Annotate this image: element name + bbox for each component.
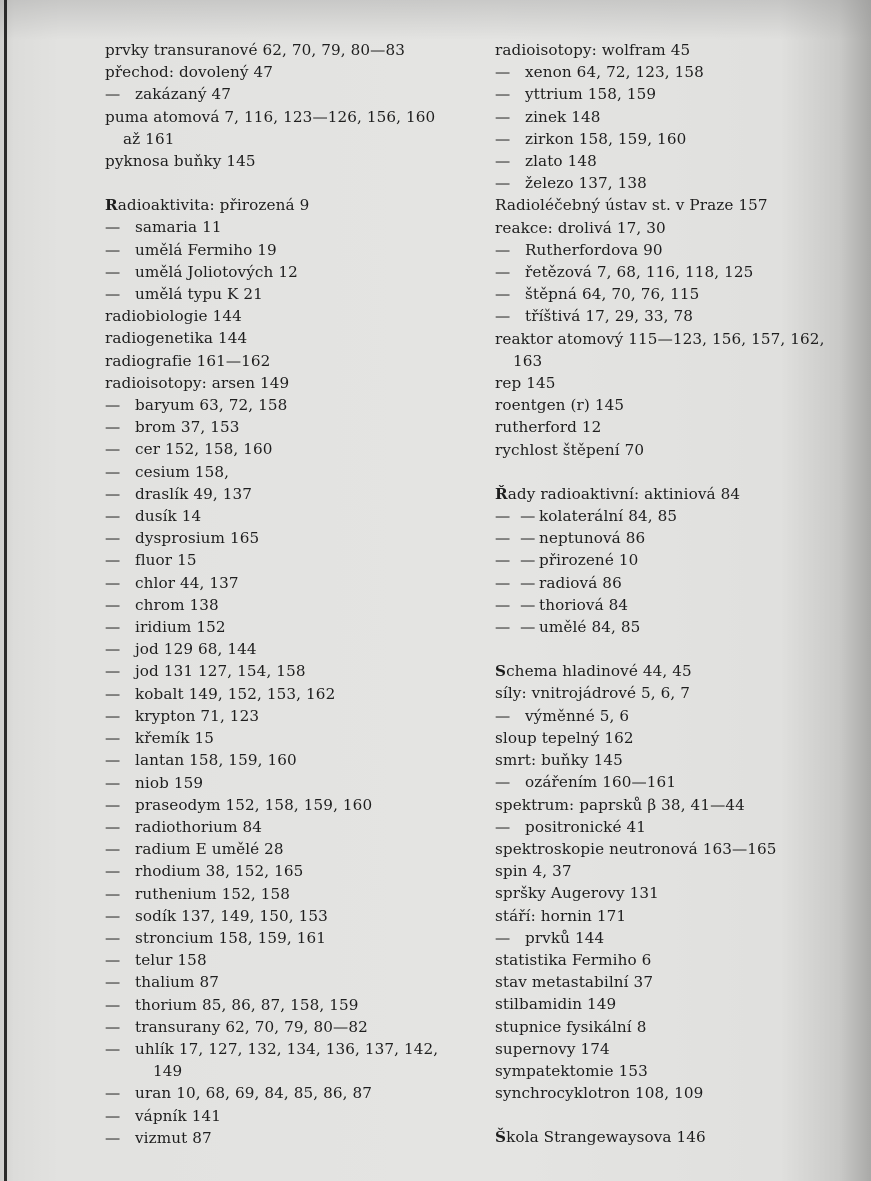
index-subentry [105, 505, 495, 527]
entry-text: roentgen (r) 145 [495, 396, 625, 415]
entry-text: krypton 71, 123 [135, 706, 260, 725]
index-subentry [495, 106, 865, 128]
entry-text: telur 158 [135, 951, 207, 970]
entry-text: xenon 64, 72, 123, 158 [525, 63, 704, 82]
index-subentry [105, 461, 495, 483]
index-subentry [105, 594, 495, 616]
index-entry [495, 328, 865, 350]
index-subentry [105, 1105, 495, 1127]
index-entry-continuation [105, 1060, 495, 1082]
ditto-dash: — [105, 817, 121, 836]
ditto-dash: — [105, 795, 121, 814]
entry-text: rhodium 38, 152, 165 [135, 862, 304, 881]
entry-text: dysprosium 165 [135, 529, 260, 548]
double-ditto-dash: — — [495, 618, 536, 637]
index-entry [495, 727, 865, 749]
entry-text: ozářením 160—161 [525, 773, 677, 792]
ditto-dash: — [495, 240, 511, 259]
entry-text: positronické 41 [525, 817, 647, 836]
entry-text: thorium 85, 86, 87, 158, 159 [135, 995, 359, 1014]
ditto-dash: — [105, 684, 121, 703]
index-entry [495, 838, 865, 860]
entry-text: vizmut 87 [135, 1128, 212, 1147]
entry-text: štěpná 64, 70, 76, 115 [525, 285, 700, 304]
entry-text: křemík 15 [135, 729, 214, 748]
entry-text: radiothorium 84 [135, 817, 263, 836]
entry-text: cesium 158, [135, 462, 230, 481]
ditto-dash: — [105, 640, 121, 659]
index-subentry [495, 305, 865, 327]
entry-text: smrt: buňky 145 [495, 751, 623, 770]
index-subentry [105, 883, 495, 905]
ditto-dash: — [105, 85, 121, 104]
entry-text: spršky Augerovy 131 [495, 884, 659, 903]
index-subentry [105, 638, 495, 660]
entry-text: stáří: hornin 171 [495, 906, 627, 925]
index-subentry [105, 838, 495, 860]
entry-text: prvky transuranové 62, 70, 79, 80—83 [105, 41, 405, 59]
ditto-dash: — [105, 462, 121, 481]
ditto-dash: — [105, 751, 121, 770]
index-entry [495, 682, 865, 704]
entry-text: zinek 148 [525, 107, 601, 126]
entry-text: brom 37, 153 [135, 418, 240, 437]
index-entry [105, 39, 495, 61]
index-subentry [105, 394, 495, 416]
index-entry [495, 949, 865, 971]
entry-text: radioisotopy: wolfram 45 [495, 41, 691, 59]
ditto-dash: — [105, 1128, 121, 1147]
entry-text: puma atomová 7, 116, 123—126, 156, 160 [105, 107, 436, 126]
entry-text: řetězová 7, 68, 116, 118, 125 [525, 263, 754, 282]
entry-text: transurany 62, 70, 79, 80—82 [135, 1017, 368, 1036]
index-entry [105, 106, 495, 128]
entry-text: radiografie 161—162 [105, 351, 271, 370]
index-entry [495, 372, 865, 394]
index-entry [105, 194, 495, 216]
index-subentry [105, 1038, 495, 1060]
entry-text: Schema hladinové 44, 45 [495, 662, 692, 681]
entry-text: železo 137, 138 [525, 174, 647, 193]
ditto-dash: — [105, 906, 121, 925]
entry-text: Škola Strangewaysova 146 [495, 1128, 706, 1147]
entry-text: fluor 15 [135, 551, 197, 570]
ditto-dash: — [495, 152, 511, 171]
index-column-right [495, 39, 865, 1149]
index-subentry [105, 949, 495, 971]
ditto-dash: — [495, 85, 511, 104]
entry-text: sloup tepelný 162 [495, 728, 634, 747]
entry-text: iridium 152 [135, 618, 226, 637]
entry-text: draslík 49, 137 [135, 484, 253, 503]
entry-text: neptunová 86 [539, 529, 646, 548]
index-subentry [105, 794, 495, 816]
ditto-dash: — [105, 706, 121, 725]
entry-text: zakázaný 47 [135, 85, 231, 104]
entry-text: stroncium 158, 159, 161 [135, 928, 327, 947]
entry-text: umělá typu K 21 [135, 285, 263, 304]
entry-text: sodík 137, 149, 150, 153 [135, 906, 328, 925]
entry-text: reaktor atomový 115—123, 156, 157, 162, [495, 329, 825, 348]
entry-text: vápník 141 [135, 1106, 222, 1125]
entry-text: radium E umělé 28 [135, 840, 284, 859]
index-subentry [105, 483, 495, 505]
entry-text: rep 145 [495, 374, 556, 393]
entry-text: thoriová 84 [539, 595, 629, 614]
ditto-dash: — [105, 507, 121, 526]
entry-text: uran 10, 68, 69, 84, 85, 86, 87 [135, 1084, 373, 1103]
entry-text: jod 131 127, 154, 158 [135, 662, 306, 681]
entry-text: radiogenetika 144 [105, 329, 248, 348]
index-entry-continuation [495, 350, 865, 372]
entry-text: chrom 138 [135, 595, 219, 614]
entry-text: až 161 [123, 129, 175, 148]
index-subentry [105, 705, 495, 727]
ditto-dash: — [495, 706, 511, 725]
index-entry [495, 1082, 865, 1104]
entry-text: přechod: dovolený 47 [105, 63, 274, 82]
index-subentry [105, 572, 495, 594]
index-entry [495, 1126, 865, 1148]
index-subentry [105, 438, 495, 460]
index-entry [495, 439, 865, 461]
index-entry-continuation [105, 128, 495, 150]
entry-text: spektrum: paprsků β 38, 41—44 [495, 795, 745, 814]
entry-text: dusík 14 [135, 507, 202, 526]
index-entry [495, 39, 865, 61]
entry-text: lantan 158, 159, 160 [135, 751, 297, 770]
entry-text: umělá Fermiho 19 [135, 240, 277, 259]
entry-text: baryum 63, 72, 158 [135, 396, 288, 415]
index-subentry [105, 971, 495, 993]
index-subentry [105, 860, 495, 882]
index-subentry [495, 505, 865, 527]
index-entry [495, 1060, 865, 1082]
entry-text: niob 159 [135, 773, 204, 792]
index-subentry [495, 83, 865, 105]
entry-text: rutherford 12 [495, 418, 602, 437]
entry-text: yttrium 158, 159 [525, 85, 657, 104]
index-subentry [495, 283, 865, 305]
entry-text: rychlost štěpení 70 [495, 440, 645, 459]
index-subentry [105, 683, 495, 705]
ditto-dash: — [495, 107, 511, 126]
entry-text: síly: vnitrojádrové 5, 6, 7 [495, 684, 691, 703]
entry-text: Rutherfordova 90 [525, 240, 663, 259]
index-entry [495, 194, 865, 216]
index-subentry [105, 549, 495, 571]
index-entry [495, 993, 865, 1015]
entry-text: jod 129 68, 144 [135, 640, 257, 659]
ditto-dash: — [495, 817, 511, 836]
double-ditto-dash: — — [495, 551, 536, 570]
ditto-dash: — [495, 307, 511, 326]
entry-text: Radioléčebný ústav st. v Praze 157 [495, 196, 768, 215]
ditto-dash: — [105, 662, 121, 681]
entry-text: přirozené 10 [539, 551, 639, 570]
index-entry [495, 860, 865, 882]
entry-text: Řady radioaktivní: aktiniová 84 [495, 484, 741, 503]
entry-text: synchrocyklotron 108, 109 [495, 1084, 704, 1103]
entry-text: Radioaktivita: přirozená 9 [105, 196, 310, 215]
ditto-dash: — [105, 240, 121, 259]
index-subentry [105, 749, 495, 771]
page-binding-edge [4, 0, 7, 1181]
entry-text: radiová 86 [539, 573, 622, 592]
ditto-dash: — [105, 1017, 121, 1036]
ditto-dash: — [105, 440, 121, 459]
entry-text: stilbamidin 149 [495, 995, 617, 1014]
index-subentry [495, 616, 865, 638]
index-subentry [105, 283, 495, 305]
entry-text: cer 152, 158, 160 [135, 440, 273, 459]
index-subentry [495, 927, 865, 949]
index-entry [495, 794, 865, 816]
index-subentry [105, 616, 495, 638]
entry-text: spektroskopie neutronová 163—165 [495, 839, 777, 858]
ditto-dash: — [495, 263, 511, 282]
index-subentry [105, 772, 495, 794]
entry-text: uhlík 17, 127, 132, 134, 136, 137, 142, [135, 1039, 439, 1058]
index-subentry [495, 172, 865, 194]
entry-text: sympatektomie 153 [495, 1061, 648, 1080]
index-subentry [495, 239, 865, 261]
index-entry [495, 1038, 865, 1060]
index-entry [105, 327, 495, 349]
entry-text: umělé 84, 85 [539, 618, 641, 637]
double-ditto-dash: — — [495, 529, 536, 548]
index-entry [495, 483, 865, 505]
ditto-dash: — [105, 862, 121, 881]
index-entry [495, 660, 865, 682]
index-subentry [105, 905, 495, 927]
double-ditto-dash: — — [495, 573, 536, 592]
index-entry [495, 905, 865, 927]
index-subentry [495, 150, 865, 172]
entry-text: stav metastabilní 37 [495, 973, 654, 992]
ditto-dash: — [105, 840, 121, 859]
double-ditto-dash: — — [495, 507, 536, 526]
index-subentry [495, 527, 865, 549]
index-subentry [495, 816, 865, 838]
entry-text: tříštivá 17, 29, 33, 78 [525, 307, 694, 326]
entry-text: umělá Joliotových 12 [135, 262, 298, 281]
index-subentry [105, 527, 495, 549]
ditto-dash: — [105, 618, 121, 637]
index-subentry [105, 927, 495, 949]
index-subentry [495, 549, 865, 571]
ditto-dash: — [105, 262, 121, 281]
ditto-dash: — [105, 1039, 121, 1058]
ditto-dash: — [105, 884, 121, 903]
index-subentry [105, 261, 495, 283]
index-entry [495, 394, 865, 416]
index-subentry [495, 128, 865, 150]
index-subentry [105, 727, 495, 749]
entry-text: zlato 148 [525, 152, 597, 171]
index-entry [495, 882, 865, 904]
ditto-dash: — [105, 595, 121, 614]
ditto-dash: — [105, 218, 121, 237]
entry-text: praseodym 152, 158, 159, 160 [135, 795, 373, 814]
ditto-dash: — [105, 1084, 121, 1103]
ditto-dash: — [495, 174, 511, 193]
index-column-left [105, 39, 495, 1149]
ditto-dash: — [105, 285, 121, 304]
index-subentry [105, 1127, 495, 1149]
ditto-dash: — [105, 529, 121, 548]
index-entry [105, 61, 495, 83]
entry-text: spin 4, 37 [495, 862, 572, 881]
index-subentry [105, 816, 495, 838]
ditto-dash: — [105, 573, 121, 592]
entry-text: supernovy 174 [495, 1039, 610, 1058]
index-entry [495, 217, 865, 239]
entry-text: pyknosa buňky 145 [105, 152, 256, 171]
index-subentry [495, 705, 865, 727]
entry-text: statistika Fermiho 6 [495, 950, 652, 969]
entry-text: stupnice fysikální 8 [495, 1017, 647, 1036]
ditto-dash: — [105, 729, 121, 748]
index-subentry [495, 61, 865, 83]
section-gap [495, 461, 865, 483]
index-entry [105, 372, 495, 394]
section-gap [105, 172, 495, 194]
index-subentry [495, 572, 865, 594]
ditto-dash: — [495, 773, 511, 792]
entry-text: zirkon 158, 159, 160 [525, 129, 687, 148]
entry-text: výměnné 5, 6 [525, 706, 630, 725]
index-entry [495, 749, 865, 771]
section-gap [495, 1104, 865, 1126]
index-entry [495, 971, 865, 993]
entry-text: 149 [153, 1062, 183, 1081]
entry-text: samaria 11 [135, 218, 222, 237]
entry-text: chlor 44, 137 [135, 573, 239, 592]
entry-text: radiobiologie 144 [105, 307, 242, 326]
entry-text: kolaterální 84, 85 [539, 507, 678, 526]
ditto-dash: — [495, 285, 511, 304]
index-subentry [105, 660, 495, 682]
entry-text: reakce: drolivá 17, 30 [495, 218, 666, 237]
index-entry [105, 350, 495, 372]
ditto-dash: — [105, 484, 121, 503]
ditto-dash: — [105, 951, 121, 970]
index-entry [495, 1016, 865, 1038]
entry-text: 163 [513, 351, 543, 370]
ditto-dash: — [105, 773, 121, 792]
index-subentry [105, 1016, 495, 1038]
entry-text: ruthenium 152, 158 [135, 884, 290, 903]
index-entry [495, 416, 865, 438]
ditto-dash: — [105, 995, 121, 1014]
ditto-dash: — [105, 418, 121, 437]
ditto-dash: — [105, 928, 121, 947]
index-subentry [105, 416, 495, 438]
index-subentry [105, 83, 495, 105]
index-subentry [105, 216, 495, 238]
index-entry [105, 305, 495, 327]
ditto-dash: — [105, 551, 121, 570]
ditto-dash: — [105, 973, 121, 992]
index-subentry [495, 261, 865, 283]
entry-text: radioisotopy: arsen 149 [105, 373, 290, 392]
index-entry [105, 150, 495, 172]
entry-text: thalium 87 [135, 973, 219, 992]
ditto-dash: — [495, 63, 511, 82]
index-subentry [105, 994, 495, 1016]
double-ditto-dash: — — [495, 595, 536, 614]
section-gap [495, 638, 865, 660]
index-subentry [495, 771, 865, 793]
entry-text: kobalt 149, 152, 153, 162 [135, 684, 336, 703]
ditto-dash: — [105, 1106, 121, 1125]
ditto-dash: — [495, 928, 511, 947]
index-subentry [495, 594, 865, 616]
index-subentry [105, 1082, 495, 1104]
ditto-dash: — [105, 396, 121, 415]
ditto-dash: — [495, 129, 511, 148]
index-subentry [105, 239, 495, 261]
entry-text: prvků 144 [525, 928, 605, 947]
